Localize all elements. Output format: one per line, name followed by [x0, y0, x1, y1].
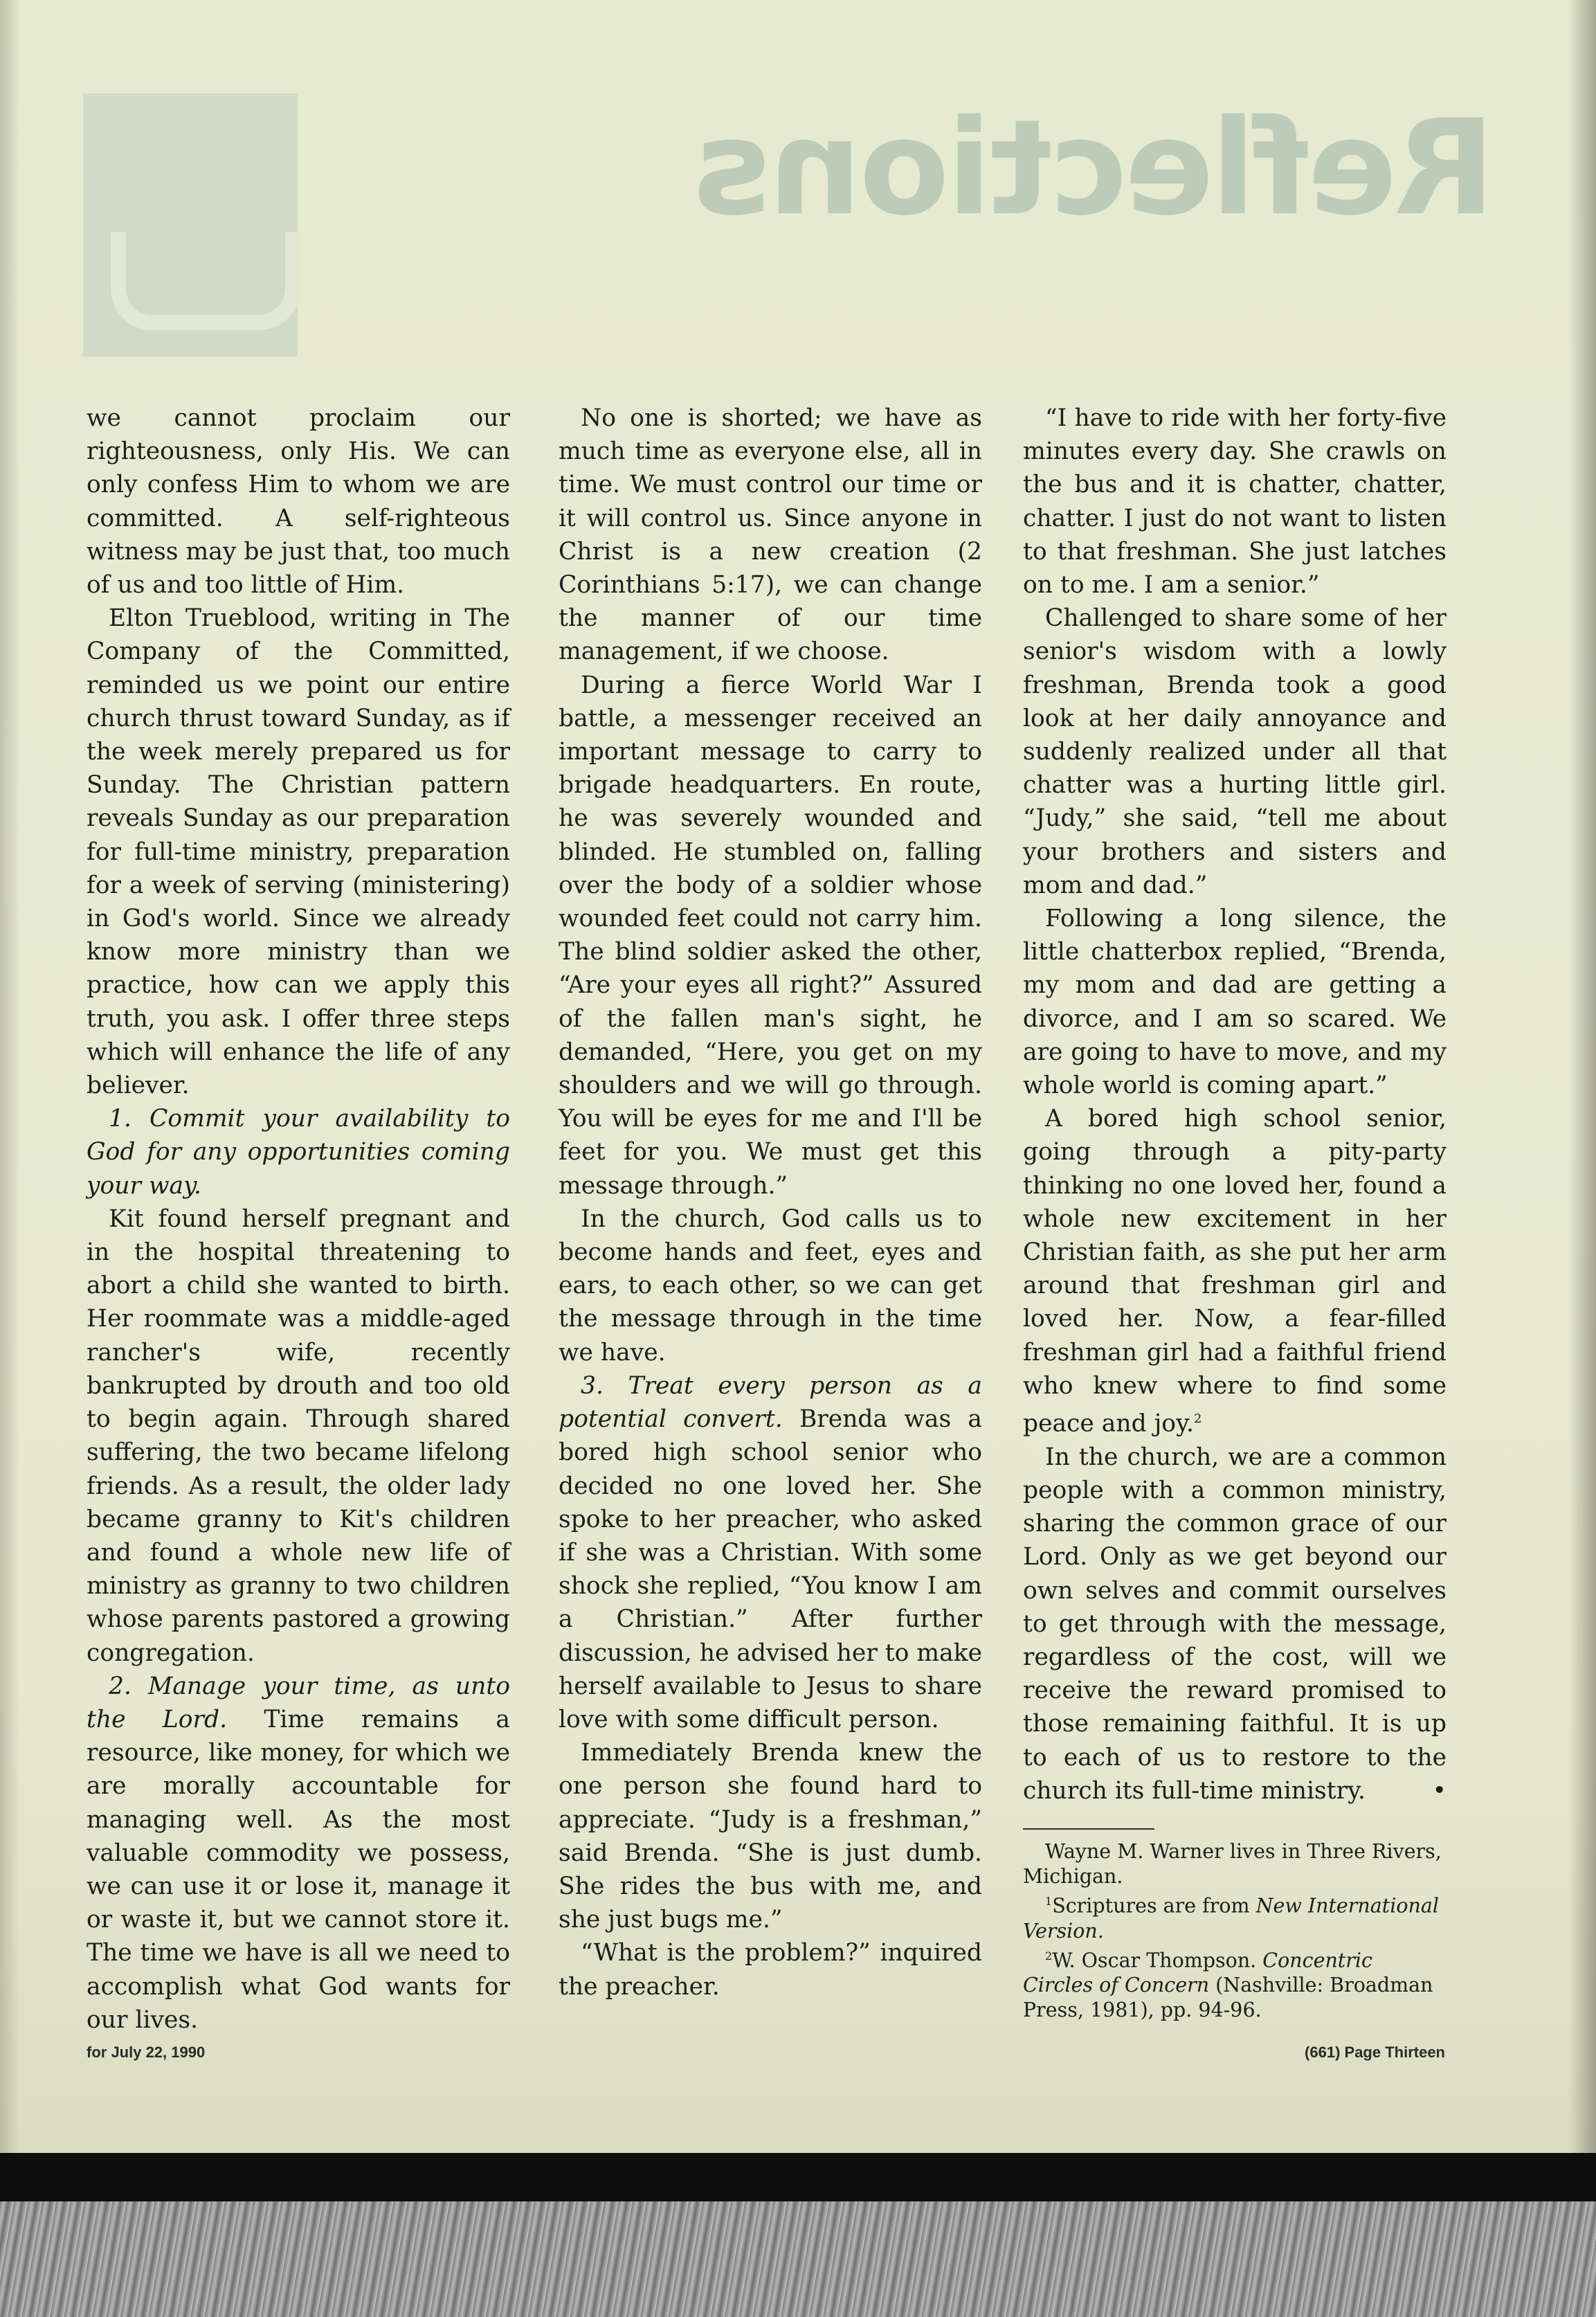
- footnote-2: [1023, 1944, 1447, 2023]
- footnote-2-title: Concentric Circles of Concern: [1023, 1949, 1372, 1997]
- footnote-1: [1023, 1889, 1447, 1944]
- step-two-text: Time remains a resource, like money, for which we are morally accountable for managing well. As the most valuable commodity we possess, we can use it or lose it, manage it or waste it, but we cannot store it. The time we have is all we need to accomplish what God wants for our lives.: [87, 1705, 510, 2034]
- footer-date: for July 22, 1990: [87, 2044, 206, 2061]
- paragraph-trueblood: Elton Trueblood, writing in The Company of the Committed, reminded us we point our entire church thrust toward Sunday, as if the week merely prepared us for Sunday. The Christian pattern reveals Sunday as our preparation for full-time ministry, preparation for a week of serving (ministering) in God's world. Since we already know more ministry than we practice, how can we apply this truth, you ask. I offer three steps which will enhance the life of any believer.: [87, 604, 510, 1100]
- scanner-bed: [0, 2201, 1596, 2317]
- conclusion-text: In the church, we are a common people with a common ministry, sharing the common grace of our Lord. Only as we get beyond our own selves and commit ourselves to get through with the message, regardless of the cost, will we receive the reward promised to those remaining faithful. It is up to each of us to restore to the church its full-time ministry.: [1023, 1443, 1447, 1805]
- scanner-shadow: [0, 2153, 1596, 2208]
- footnote-2-pub: (Nashville: Broadman Press, 1981), pp. 94-96.: [1023, 1974, 1433, 2022]
- footnote-ref: 2: [1193, 1412, 1202, 1427]
- paragraph-step-two: [87, 1670, 510, 2037]
- paragraph-problem: “What is the problem?” inquired the preacher.: [559, 1939, 982, 2001]
- paragraph-kit: Kit found herself pregnant and in the hospital threatening to abort a child she wanted to birth. Her roommate was a middle-aged rancher's wife, recently bankrupted by drouth and too old to begin again. Through shared suffering, the two became lifelong friends. As a result, the older lady became granny to Kit's children and found a whole new life of ministry as granny to two children whose parents pastored a growing congregation.: [87, 1205, 510, 1667]
- gutter-shadow: [0, 0, 21, 2153]
- footer-page-number: (661) Page Thirteen: [1305, 2044, 1445, 2061]
- paragraph-bored-senior: [1023, 1102, 1447, 1441]
- showthrough-title-area: [83, 66, 1523, 370]
- step-three-heading: 3. Treat every person as a potential convert.: [559, 1371, 982, 1434]
- paragraph-challenged: Challenged to share some of her senior's wisdom with a lowly freshman, Brenda took a good look at her daily annoyance and suddenly realized under all that chatter was a hurting little girl. “Judy,” she said, “tell me about your brothers and sisters and mom and dad.”: [1023, 604, 1447, 899]
- author-note: Wayne M. Warner lives in Three Rivers, Michigan.: [1023, 1840, 1442, 1888]
- footnote-1-number: 1: [1045, 1895, 1053, 1909]
- edge-shadow: [1568, 0, 1596, 2153]
- step-one-heading: 1. Commit your availability to God for any opportunities coming your way.: [87, 1105, 510, 1200]
- paragraph-world-war: During a fierce World War I battle, a messenger received an important message to carry to brigade headquarters. En route, he was severely wounded and blinded. He stumbled on, falling over the body of a soldier whose wounded feet could not carry him. The blind soldier asked the other, “Are your eyes all right?” Assured of the fallen man's sight, he demanded, “Here, you get on my shoulders and we will go through. You will be eyes for me and I'll be feet for you. We must get this message through.”: [559, 671, 982, 1200]
- notes: [1023, 1839, 1447, 2023]
- end-mark: •: [1432, 1776, 1447, 1805]
- paragraph-conclusion: [1023, 1441, 1447, 1807]
- bored-senior-text: A bored high school senior, going through a pity-party thinking no one loved her, found a whole new excitement in her Christian faith, as she put her arm around that freshman girl and loved her. Now, a fear-filled freshman girl had a faithful friend who knew where to find some peace and joy.: [1023, 1105, 1447, 1438]
- paragraph-forty-five: “I have to ride with her forty-five minutes every day. She crawls on the bus and it is chatter, chatter, chatter. I just do not want to listen to that freshman. She just latches on to me. I am a senior.”: [1023, 404, 1447, 599]
- paragraph-step-three: [559, 1369, 982, 1736]
- step-three-text: Brenda was a bored high school senior who decided no one loved her. She spoke to her preacher, who asked if she was a Christian. With some shock she replied, “You know I am a Christian.” After further discussion, he advised her to make herself available to Jesus to share love with some difficult person.: [559, 1405, 982, 1733]
- footnote-1-title: New International Version.: [1023, 1894, 1439, 1942]
- article-column-3: [1023, 402, 1447, 2023]
- footnote-2-author: W. Oscar Thompson.: [1052, 1949, 1263, 1972]
- paragraph-silence: Following a long silence, the little chatterbox replied, “Brenda, my mom and dad are getting a divorce, and I am so scared. We are going to have to move, and my whole world is coming apart.”: [1023, 905, 1447, 1100]
- paragraph-immediately: Immediately Brenda knew the one person she found hard to appreciate. “Judy is a freshman,” said Brenda. “She is just dumb. She rides the bus with me, and she just bugs me.”: [559, 1739, 982, 1934]
- showthrough-logo-block: [83, 93, 298, 357]
- paragraph-no-one-shorted: No one is shorted; we have as much time as everyone else, all in time. We must control our time or it will control us. Since anyone in Christ is a new creation (2 Corinthians 5:17), we can change the manner of our time management, if we choose.: [559, 404, 982, 666]
- paragraph-hands-feet: In the church, God calls us to become hands and feet, eyes and ears, to each other, so we can get the message through in the time we have.: [559, 1205, 982, 1367]
- notes-divider: [1023, 1828, 1154, 1830]
- step-two-heading: 2. Manage your time, as unto the Lord.: [87, 1672, 510, 1733]
- paragraph: we cannot proclaim our righteousness, only His. We can only confess Him to whom we are committed. A self-righteous witness may be just that, too much of us and too little of Him.: [87, 404, 510, 599]
- article-column-1: [87, 402, 510, 2037]
- footnote-1-text: Scriptures are from: [1052, 1894, 1256, 1918]
- article-column-2: [559, 402, 982, 2003]
- footnote-2-number: 2: [1045, 1949, 1053, 1963]
- showthrough-title: Reflections: [695, 91, 1495, 244]
